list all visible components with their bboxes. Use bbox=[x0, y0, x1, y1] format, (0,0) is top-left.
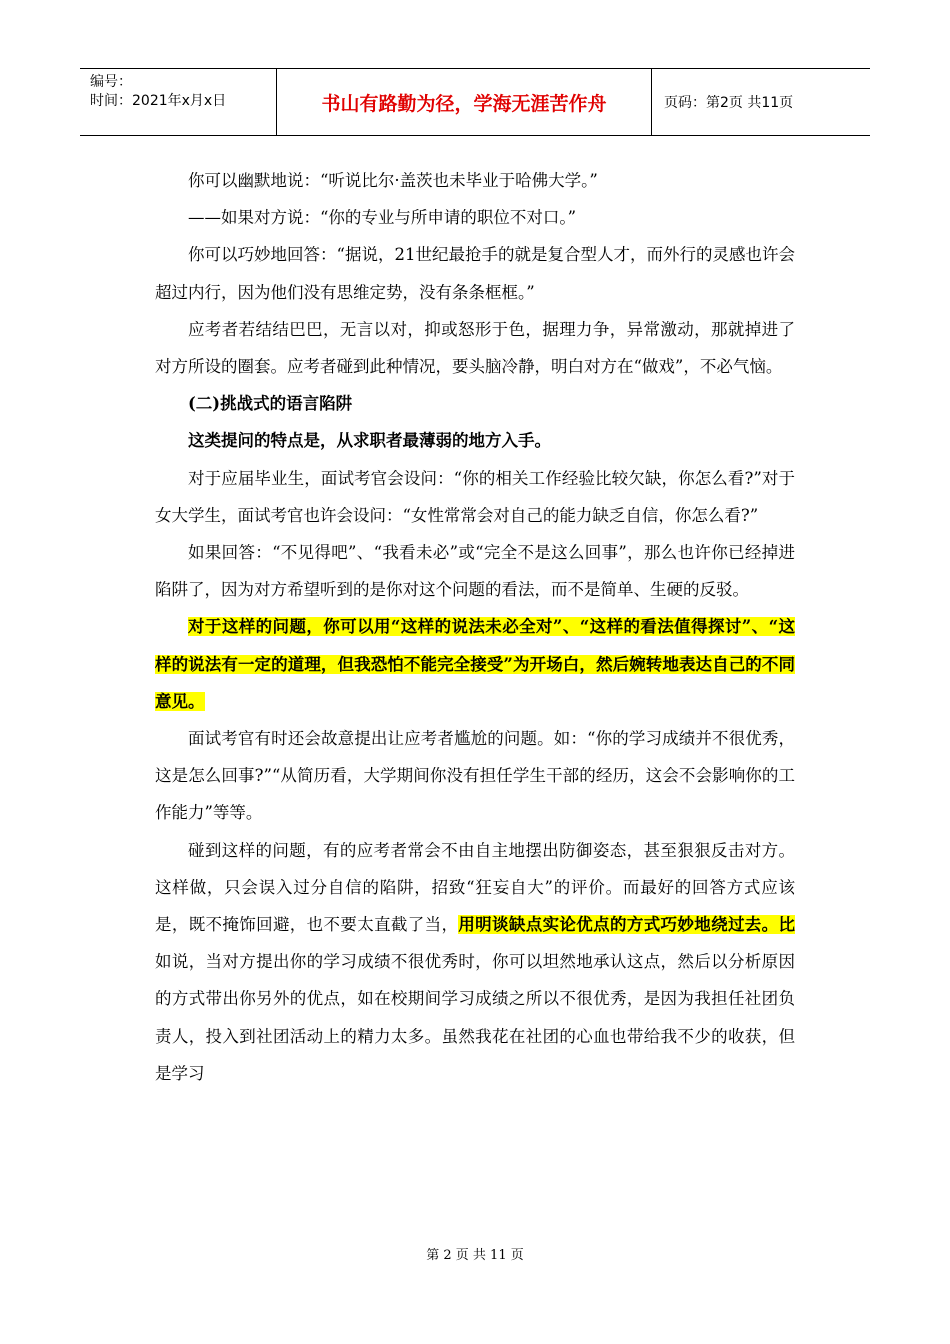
paragraph: 面试考官有时还会故意提出让应考者尴尬的问题。如：“你的学习成绩并不很优秀，这是怎么回事?”“从简历看，大学期间你没有担任学生干部的经历，这会不会影响你的工作能力”等等。 bbox=[155, 729, 795, 823]
page-footer: 第 2 页 共 11 页 bbox=[426, 1248, 524, 1263]
paragraph: 应考者若结结巴巴，无言以对，抑或怒形于色，据理力争，异常激动，那就掉进了对方所设的圈套。应考者碰到此种情况，要头脑冷静，明白对方在“做戏”，不必气恼。 bbox=[155, 319, 795, 377]
paragraph bbox=[155, 832, 795, 1092]
document-body bbox=[155, 162, 795, 1092]
header-page-info: 页码：第2页 共11页 bbox=[664, 95, 794, 111]
section-subheading: 这类提问的特点是，从求职者最薄弱的地方入手。 bbox=[188, 431, 551, 451]
header-motto: 书山有路勤为径，学海无涯苦作舟 bbox=[277, 69, 652, 135]
paragraph: 如果回答：“不见得吧”、“我看未必”或“完全不是这么回事”，那么也许你已经掉进陷阱了，因为对方希望听到的是你对这个问题的看法，而不是简单、生硬的反驳。 bbox=[155, 543, 795, 600]
highlighted-text: 用明谈缺点实论优点的方式巧妙地绕过去。比 bbox=[458, 915, 796, 935]
document-date-label: 时间：2021年x月x日 bbox=[90, 93, 227, 109]
paragraph-text: 碰到这样的问题，有的应考者常会不由自主地摆出防御姿态，甚至狠狠反击对方。这样做，只会误入过分自信的陷阱，招致“狂妄自大”的评价。而最好的回答方式应该是，既不掩饰回避，也不要太直截了当， bbox=[155, 840, 795, 935]
highlighted-text: 对于这样的问题，你可以用“这样的说法未必全对”、“这样的看法值得探讨”、“这样的说法有一定的道理，但我恐怕不能完全接受”为开场白，然后婉转地表达自己的不同意见。 bbox=[155, 617, 795, 711]
paragraph: 你可以巧妙地回答：“据说，21世纪最抢手的就是复合型人才，而外行的灵感也许会超过内行，因为他们没有思维定势，没有条条框框。” bbox=[155, 245, 795, 302]
paragraph: ——如果对方说：“你的专业与所申请的职位不对口。” bbox=[188, 208, 577, 228]
header-left-cell bbox=[80, 69, 277, 135]
page-header bbox=[80, 68, 870, 136]
document-number-label: 编号： bbox=[90, 74, 132, 90]
paragraph: 对于应届毕业生，面试考官会设问：“你的相关工作经验比较欠缺，你怎么看?”对于女大学生，面试考官也许会设问：“女性常常会对自己的能力缺乏自信，你怎么看?” bbox=[155, 468, 795, 525]
paragraph: 你可以幽默地说：“听说比尔·盖茨也未毕业于哈佛大学。” bbox=[188, 171, 598, 190]
highlighted-paragraph bbox=[155, 608, 795, 720]
paragraph-text: 如说，当对方提出你的学习成绩不很优秀时，你可以坦然地承认这点，然后以分析原因的方式带出你另外的优点，如在校期间学习成绩之所以不很优秀，是因为我担任社团负责人，投入到社团活动上的精力太多。虽然我花在社团的心血也带给我不少的收获，但是学习 bbox=[155, 952, 795, 1083]
section-heading: (二)挑战式的语言陷阱 bbox=[188, 394, 353, 414]
